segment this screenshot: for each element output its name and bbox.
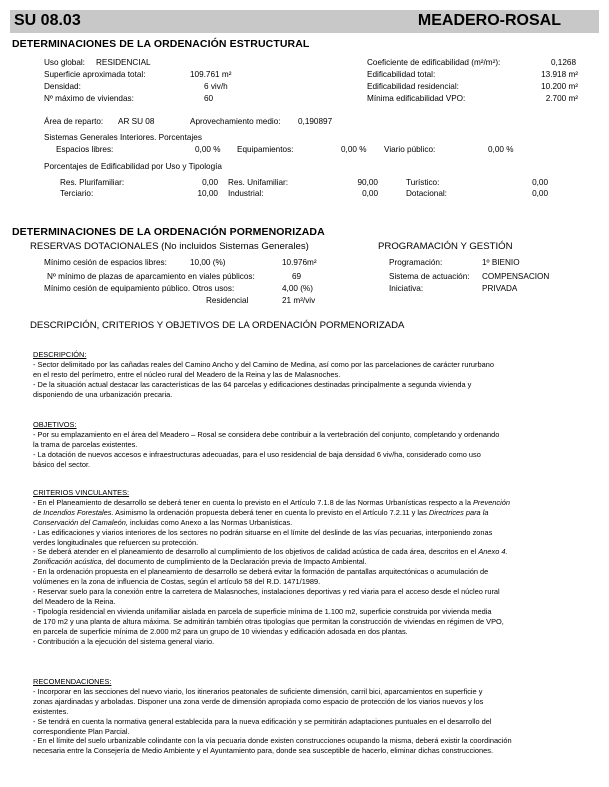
recomendaciones-line: existentes. xyxy=(33,706,69,716)
porcentajes-title: Porcentajes de Edificabilidad por Uso y Tipología xyxy=(44,162,222,171)
criterios-line: - En la ordenación propuesta en el planeamiento de desarrollo se deberá evitar la formación de pantallas arquitectónicas o acumulación de xyxy=(33,567,489,577)
terciario-label: Terciario: xyxy=(60,189,94,198)
densidad-value: 6 viv/h xyxy=(204,82,228,91)
residencial-value: 21 m²/viv xyxy=(282,296,316,305)
programacion-value: 1º BIENIO xyxy=(482,258,520,267)
criterios-block xyxy=(33,488,589,647)
objetivos-block xyxy=(33,420,589,470)
sistema-actuacion-label: Sistema de actuación: xyxy=(389,272,470,281)
criterios-line: volúmenes en la zona de influencia de Costas, según el artículo 58 del R.D. 1471/1989. xyxy=(33,577,321,587)
unifamiliar-label: Res. Unifamiliar: xyxy=(228,178,289,187)
dotacional-label: Dotacional: xyxy=(406,189,447,198)
minima-vpo-label: Mínima edificabilidad VPO: xyxy=(367,94,466,103)
descripcion-line: - De la situación actual destacar las características de las 64 parcelas y edificaciones destinadas principalmente a segunda vivienda y xyxy=(33,379,472,389)
edificabilidad-residencial-label: Edificabilidad residencial: xyxy=(367,82,459,91)
descripcion-line: disponiendo de una urbanización precaria. xyxy=(33,389,173,399)
criterios-line xyxy=(33,557,589,567)
criterios-italic: Zonificación acústica, xyxy=(33,557,104,567)
turistico-value: 0,00 xyxy=(532,178,548,187)
unifamiliar-value: 90,00 xyxy=(357,178,378,187)
equipamientos-label: Equipamientos: xyxy=(237,145,294,154)
recomendaciones-block xyxy=(33,677,589,756)
descripcion-block xyxy=(33,350,589,400)
criterios-italic: de Incendios Forestales. xyxy=(33,507,114,517)
criterios-text: - En el Planeamiento de desarrollo se deberá tener en cuenta lo previsto en el Artículo 7.1.8 de las Normas Urbanísticas respecto a la xyxy=(33,497,473,507)
area-reparto-label: Área de reparto: xyxy=(44,117,104,126)
plurifamiliar-label: Res. Plurifamiliar: xyxy=(60,178,125,187)
min-equipamiento-label: Mínimo cesión de equipamiento público. Otros usos: xyxy=(44,284,235,293)
criterios-line xyxy=(33,547,589,557)
viviendas-label: Nº máximo de viviendas: xyxy=(44,94,134,103)
recomendaciones-line: zonas ajardinadas y arboladas. Disponer una zona verde de dimensión apropiada como espacio de protección de los viarios nuevos y los xyxy=(33,696,484,706)
descripcion-line: - Sector delimitado por las cañadas reales del Camino Ancho y del Camino de Medina, así como por las parcelaciones de carácter rururbano xyxy=(33,359,494,369)
industrial-value: 0,00 xyxy=(362,189,378,198)
criterios-text: incluidas como Anexo a las Normas Urbanísticas. xyxy=(127,517,293,527)
equipamientos-value: 0,00 % xyxy=(341,145,367,154)
criterios-line: - Tipología residencial en vivienda unifamiliar aislada en parcela de superficie mínima de 1.100 m2, superficie construida por vivienda media xyxy=(33,606,492,616)
recomendaciones-line: - En el límite del suelo urbanizable colindante con la vía pecuaria donde existen construcciones ocupando la misma, deberá existir la coordinación xyxy=(33,736,512,746)
coeficiente-label: Coeficiente de edificabilidad (m²/m²): xyxy=(367,58,501,67)
criterios-line: - Reservar suelo para la conexión entre la carretera de Malasnoches, instalaciones deportivas y red viaria para el acceso desde el núcleo rural xyxy=(33,587,500,597)
min-espacios-pct: 10,00 (%) xyxy=(190,258,226,267)
descripcion-heading: DESCRIPCIÓN: xyxy=(33,350,87,359)
criterios-line: en parcela de superficie mínima de 2.000 m2 para un grupo de 10 viviendas y edificación adosada en dos plantas. xyxy=(33,626,408,636)
header-bar xyxy=(10,10,599,33)
pormenorizada-title: DETERMINACIONES DE LA ORDENACIÓN PORMENORIZADA xyxy=(12,226,325,238)
estructural-title: DETERMINACIONES DE LA ORDENACIÓN ESTRUCTURAL xyxy=(12,38,310,50)
criterios-italic: Directrices para la xyxy=(428,507,489,517)
objetivos-line: - La dotación de nuevos accesos e infraestructuras adecuadas, para el uso residencial de baja densidad 6 viv/ha, considerado como uso xyxy=(33,449,481,459)
edificabilidad-total-label: Edificabilidad total: xyxy=(367,70,436,79)
min-espacios-label: Mínimo cesión de espacios libres: xyxy=(44,258,167,267)
criterios-line: - Las edificaciones y viarios interiores de los sectores no podrán situarse en el límite del deslinde de las vías pecuarias, interponiendo zonas xyxy=(33,527,493,537)
criterios-line xyxy=(33,508,589,518)
terciario-value: 10,00 xyxy=(197,189,218,198)
sector-code: SU 08.03 xyxy=(14,12,81,29)
criterios-text: Asimismo la ordenación propuesta deberá tener en cuenta lo previsto en el Artículo 7.2.11 y las xyxy=(113,507,429,517)
criterios-italic: Prevención xyxy=(473,497,510,507)
industrial-label: Industrial: xyxy=(228,189,264,198)
reservas-title: RESERVAS DOTACIONALES (No incluidos Sistemas Generales) xyxy=(30,241,309,252)
superficie-label: Superficie aproximada total: xyxy=(44,70,146,79)
objetivos-line: la trama de parcelas existentes. xyxy=(33,439,138,449)
criterios-line xyxy=(33,498,589,508)
viario-publico-label: Viario público: xyxy=(384,145,436,154)
densidad-label: Densidad: xyxy=(44,82,81,91)
criterios-line: de 170 m2 y una planta de altura máxima. Se admitirán también otras tipologías que permitan la construcción de viviendas en régimen de VPO, xyxy=(33,616,504,626)
programacion-label: Programación: xyxy=(389,258,443,267)
minima-vpo-value: 2.700 m² xyxy=(545,94,578,103)
espacios-libres-label: Espacios libres: xyxy=(56,145,114,154)
objetivos-heading: OBJETIVOS: xyxy=(33,420,77,429)
residencial-label: Residencial xyxy=(206,296,249,305)
viviendas-value: 60 xyxy=(204,94,214,103)
objetivos-line: - Por su emplazamiento en el área del Meadero – Rosal se considera debe contribuir a la vertebración del conjunto, completando y ordenando xyxy=(33,429,500,439)
superficie-value: 109.761 m² xyxy=(190,70,232,79)
criterios-text: del documento de cumplimiento de la Declaración previa de Impacto Ambiental. xyxy=(103,557,367,567)
sector-name: MEADERO-ROSAL xyxy=(417,12,561,29)
sistema-actuacion-value: COMPENSACION xyxy=(482,272,550,281)
objetivos-line: básico del sector. xyxy=(33,459,91,469)
recomendaciones-line: - Se tendrá en cuenta la normativa general establecida para la nueva edificación y se permitirán adaptaciones puntuales en el desarrollo del xyxy=(33,716,492,726)
espacios-libres-value: 0,00 % xyxy=(195,145,221,154)
aprovechamiento-label: Aprovechamiento medio: xyxy=(190,117,281,126)
recomendaciones-line: - Incorporar en las secciones del nuevo viario, los itinerarios peatonales de suficiente dimensión, carril bici, aparcamientos en superficie y xyxy=(33,686,483,696)
descripcion-criterios-title: DESCRIPCIÓN, CRITERIOS Y OBJETIVOS DE LA ORDENACIÓN PORMENORIZADA xyxy=(30,320,405,331)
criterios-line: - Contribución a la ejecución del sistema general viario. xyxy=(33,636,215,646)
coeficiente-value: 0,1268 xyxy=(550,58,576,67)
recomendaciones-line: necesaria entre la Consejería de Medio Ambiente y el Ayuntamiento para, donde sea susceptible de hacerlo, eliminar dichas construcciones. xyxy=(33,746,493,756)
programacion-title: PROGRAMACIÓN Y GESTIÓN xyxy=(378,241,513,252)
descripcion-line: en el resto del perímetro, entre el núcleo rural del Meadero de la Reina y las de Malasnoches. xyxy=(33,369,341,379)
uso-label: Uso global: xyxy=(44,58,85,67)
dotacional-value: 0,00 xyxy=(532,189,548,198)
min-equipamiento-value: 4,00 (%) xyxy=(282,284,313,293)
recomendaciones-line: correspondiente Plan Parcial. xyxy=(33,726,130,736)
edificabilidad-residencial-value: 10.200 m² xyxy=(541,82,578,91)
plurifamiliar-value: 0,00 xyxy=(202,178,218,187)
criterios-italic: Anexo 4. xyxy=(478,547,508,557)
aprovechamiento-value: 0,190897 xyxy=(298,117,333,126)
sistemas-generales-title: Sistemas Generales Interiores. Porcentajes xyxy=(44,133,202,142)
iniciativa-label: Iniciativa: xyxy=(389,284,424,293)
criterios-text: - Se deberá atender en el planeamiento de desarrollo al cumplimiento de los objetivos de calidad acústica de cada área, descritos en el xyxy=(33,547,479,557)
criterios-line: verdes longitudinales que refuercen su protección. xyxy=(33,537,199,547)
criterios-line xyxy=(33,518,589,528)
aparcamiento-value: 69 xyxy=(292,272,302,281)
min-espacios-value: 10.976m² xyxy=(282,258,317,267)
criterios-italic: Conservación del Camaleón, xyxy=(33,517,128,527)
turistico-label: Turístico: xyxy=(406,178,440,187)
iniciativa-value: PRIVADA xyxy=(482,284,518,293)
uso-value: RESIDENCIAL xyxy=(96,58,151,67)
criterios-line: del Meadero de la Reina. xyxy=(33,596,116,606)
area-reparto-value: AR SU 08 xyxy=(118,117,155,126)
aparcamiento-label: Nº mínimo de plazas de aparcamiento en viales públicos: xyxy=(47,272,255,281)
recomendaciones-heading: RECOMENDACIONES: xyxy=(33,677,112,686)
edificabilidad-total-value: 13.918 m² xyxy=(541,70,578,79)
criterios-heading: CRITERIOS VINCULANTES: xyxy=(33,488,130,497)
viario-publico-value: 0,00 % xyxy=(488,145,514,154)
